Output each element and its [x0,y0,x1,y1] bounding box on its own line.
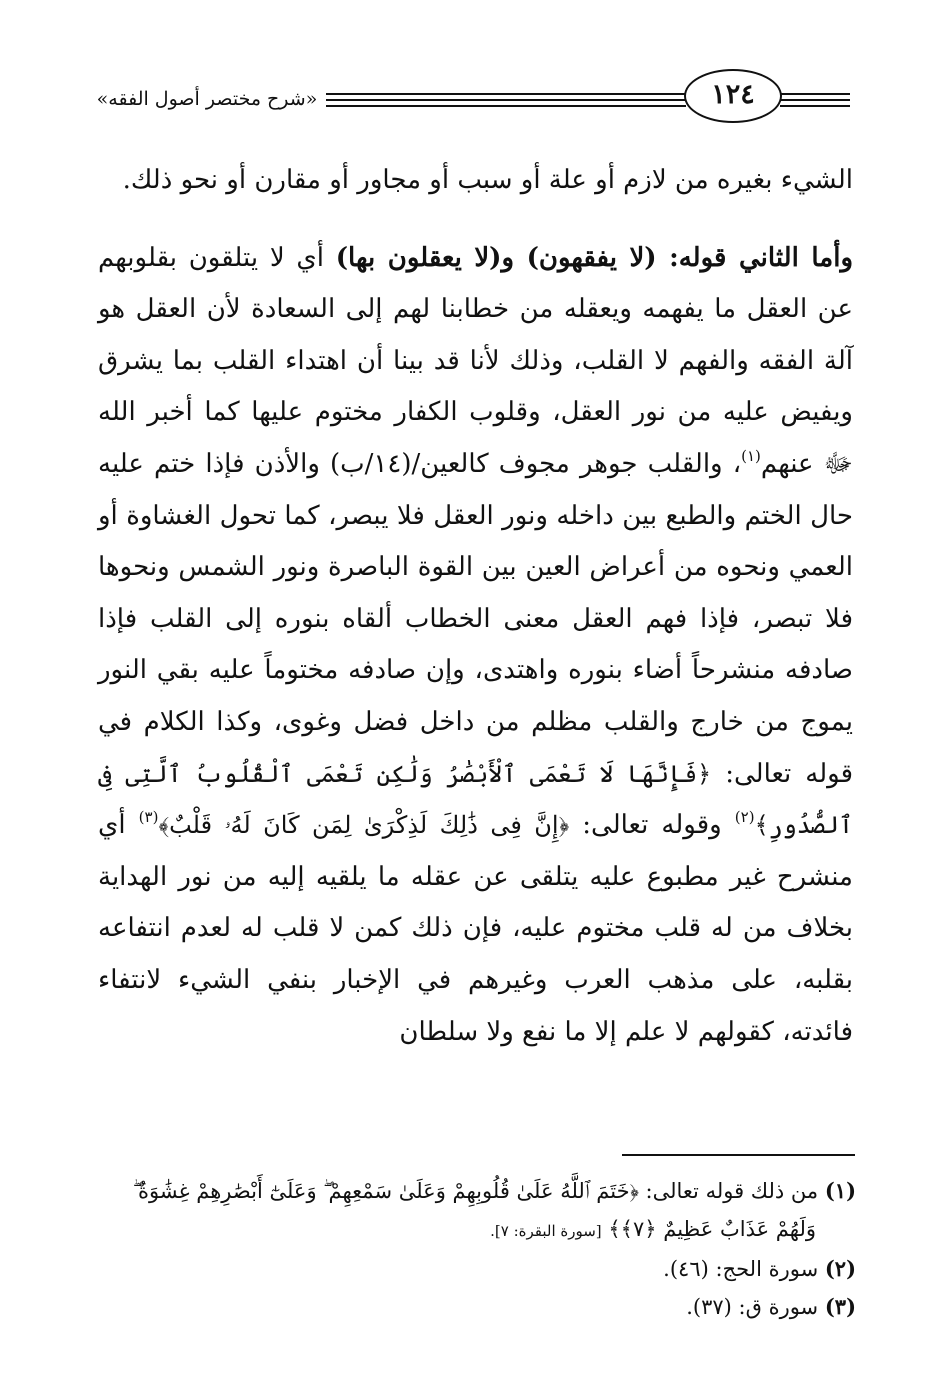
main-text [98,155,853,1058]
text-run: أي منشرح غير مطبوع عليه يتلقى عن عقله ما يلقيه إليه من نور الهداية بخلاف من له قلب مختوم عليه، فإن ذلك كمن لا قلب له لعدم انتفاعه بقلبه، على مذهب العرب وغيرهم في الإخبار بنفي الشيء لانتفاء فائدته، كقولهم لا علم إلا ما نفع ولا سلطان [98,810,853,1047]
text-run: ، والقلب جوهر مجوف كالعين/(١٤/ب) والأذن فإذا ختم عليه حال الختم والطبع بين داخله ونور العقل فلا يبصر، كما تحول الغشاوة أو العمي ونحوه من أعراض العين بين القوة الباصرة ونور الشمس ونحوها فلا تبصر، فإذا فهم العقل معنى الخطاب ألقاه بنوره إلى القلب فإذا صادفه منشرحاً أضاء بنوره واهتدى، وإن صادفه مختوماً عليه بقي النور يموج من خارج والقلب مظلم من داخل فضل وغوى، وكذا الكلام في قوله تعالى: [98,448,854,789]
header-rule [326,99,686,101]
footnote-number: (١) [824,1178,856,1203]
header-rule [780,99,850,101]
footnote [98,1250,856,1288]
quran-verse: ﴿فَإِنَّهَا لَا تَعْمَى ٱلْأَبْصَٰرُ وَلَٰكِن تَعْمَى ٱلْقُلُوبُ ٱلَّتِى فِى ٱلصُّدُورِ﴾ [98,759,854,840]
footnote [98,1288,856,1326]
paragraph: الشيء بغيره من لازم أو علة أو سبب أو مجاور أو مقارن أو نحو ذلك. [122,165,853,195]
footnote-text: وَلَهُمْ عَذَابٌ عَظِيمٌ ﴿٧﴾﴾ [601,1217,816,1241]
footnote-text: من ذلك قوله تعالى: ﴿خَتَمَ ٱللَّهُ عَلَىٰ قُلُوبِهِمْ وَعَلَىٰ سَمْعِهِمْ ۖ وَعَلَىٰٓ أَبْصَٰرِهِمْ غِشَٰوَةٌ ۖ [132,1179,825,1203]
footnotes [98,1172,856,1326]
text-run: أي لا يتلقون بقلوبهم عن العقل ما يفهمه ويعقله من خطابنا لهم إلى السعادة لأن العقل هو آلة الفقه والفهم لا القلب، وذلك لأنا قد بينا أن اهتداء القلب بما يشرق ويفيض عليه من نور العقل، وقلوب الكفار مختوم عليها كما أخبر الله ﷻ عنهم [98,242,854,479]
footnote-continuation [98,1210,816,1250]
footnote [98,1172,856,1210]
footnote-text: سورة الحج: (٤٦). [663,1257,825,1281]
running-header-title: «شرح مختصر أصول الفقه» [96,88,318,110]
bold-lead: وأما الثاني قوله: (لا يفقهون) و(لا يعقلون بها) [335,242,853,273]
header-rule [780,93,850,95]
header-rule [326,105,686,107]
footnote-number: (٢) [824,1256,856,1281]
quran-verse: ﴿إِنَّ فِى ذَٰلِكَ لَذِكْرَىٰ لِمَن كَانَ لَهُۥ قَلْبٌ﴾ [158,811,570,840]
text-run: وقوله تعالى: [569,810,735,841]
page-number: ١٢٤ [684,69,782,123]
footnote-separator [622,1154,855,1156]
header-rule [780,105,850,107]
footnote-source: [سورة البقرة: ٧]. [490,1222,602,1240]
paragraph [98,233,853,1059]
footnote-number: (٣) [824,1294,856,1319]
footnote-reference: (٣) [138,808,159,827]
footnote-text: سورة ق: (٣٧). [686,1295,825,1319]
footnote-reference: (١) [741,446,761,465]
header-rule [326,93,686,95]
footnote-reference: (٢) [734,808,755,827]
